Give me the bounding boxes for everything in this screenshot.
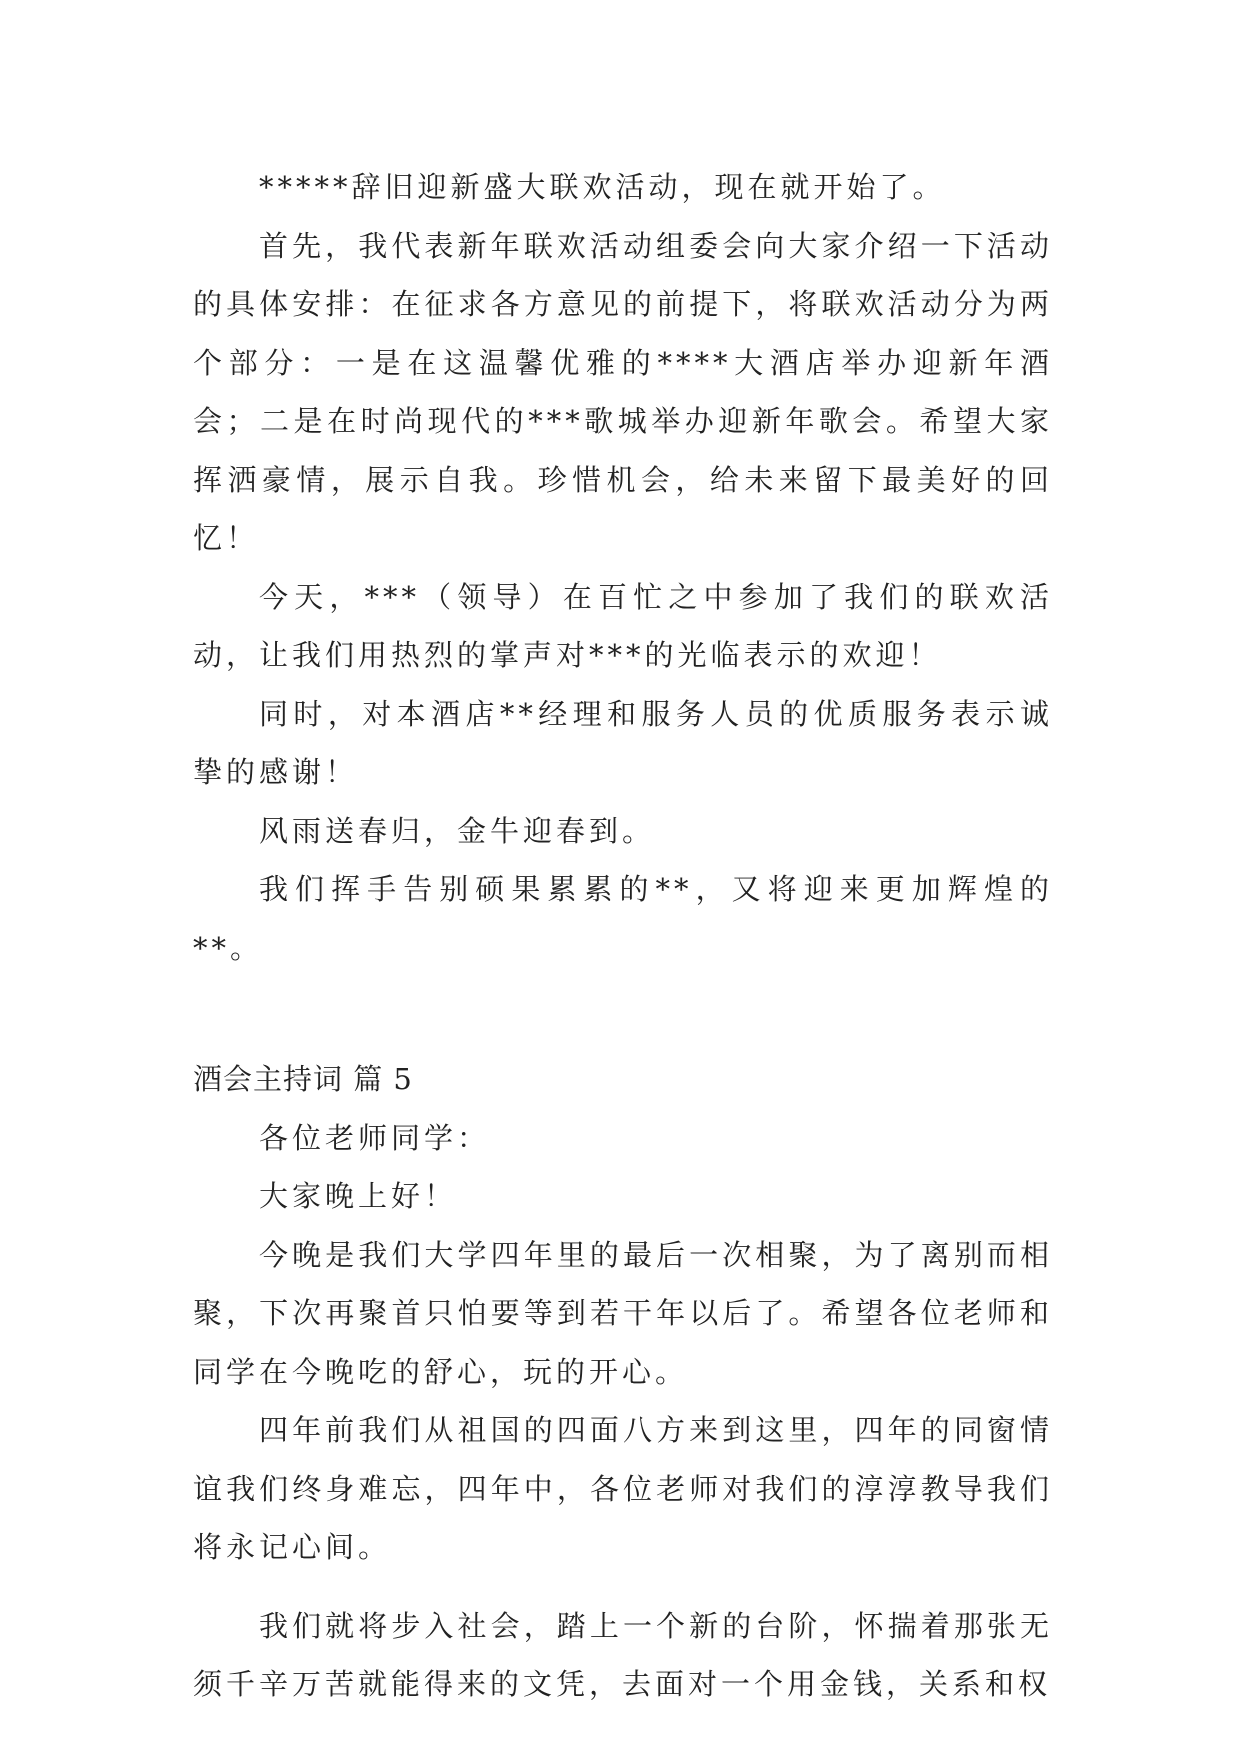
paragraph-spring: 风雨送春归，金牛迎春到。 (259, 813, 656, 848)
paragraph-leader-welcome: 今天，***（领导）在百忙之中参加了我们的联欢活动，让我们用热烈的掌声对***的光临表示的欢迎！ (193, 579, 1053, 672)
paragraph-entering-society: 我们就将步入社会，踏上一个新的台阶，怀揣着那张无须千辛万苦就能得来的文凭，去面对一个用金钱，关系和权 (193, 1608, 1053, 1701)
paragraph-last-gathering: 今晚是我们大学四年里的最后一次相聚，为了离别而相聚，下次再聚首只怕要等到若干年以后了。希望各位老师和同学在今晚吃的舒心，玩的开心。 (193, 1237, 1053, 1389)
paragraph-arrangement: 首先，我代表新年联欢活动组委会向大家介绍一下活动的具体安排：在征求各方意见的前提下，将联欢活动分为两个部分：一是在这温馨优雅的****大酒店举办迎新年酒会；二是在时尚现代的***歌城举办迎新年歌会。希望大家挥洒豪情，展示自我。珍惜机会，给未来留下最美好的回忆！ (193, 228, 1053, 555)
section-heading: 酒会主持词 篇 5 (193, 1062, 413, 1096)
document-page (193, 158, 1053, 1714)
paragraph-four-years: 四年前我们从祖国的四面八方来到这里，四年的同窗情谊我们终身难忘，四年中，各位老师对我们的淳淳教导我们将永记心间。 (193, 1413, 1053, 1564)
paragraph-opening: *****辞旧迎新盛大联欢活动，现在就开始了。 (259, 170, 946, 204)
paragraph-greeting: 大家晚上好！ (259, 1179, 458, 1213)
paragraph-farewell: 我们挥手告别硕果累累的**，又将迎来更加辉煌的**。 (193, 872, 1053, 965)
paragraph-salutation: 各位老师同学： (259, 1120, 491, 1155)
paragraph-thanks: 同时，对本酒店**经理和服务人员的优质服务表示诚挚的感谢！ (193, 696, 1053, 789)
